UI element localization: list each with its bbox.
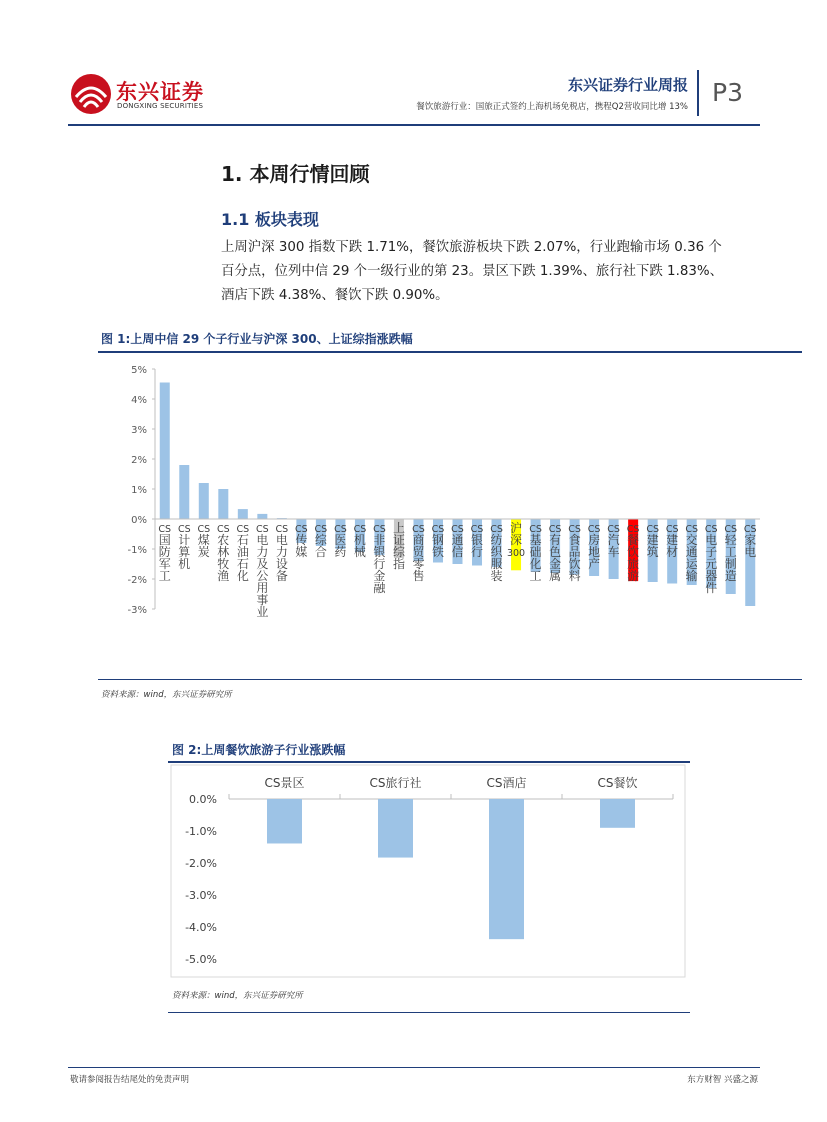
report-subtitle: 餐饮旅游行业：国旅正式签约上海机场免税店，携程Q2营收同比增 13% [416,102,688,112]
x-tick-label: CS 石油石化 [236,524,250,583]
header-rule [68,124,760,126]
x-tick-label: CS 非银行金融 [373,524,386,595]
x-tick-label: CS 医药 [334,524,347,559]
header-divider [697,70,699,116]
bar [600,799,635,828]
report-name: 东兴证券行业周报 [567,76,688,94]
figure2-title: 图 2:上周餐饮旅游子行业涨跌幅 [172,743,346,757]
y-tick-label: 0% [131,515,147,526]
x-tick-label: CS 交通运输 [685,524,699,583]
figure2-bottom-rule [168,1012,690,1013]
paragraph-line: 酒店下跌 4.38%、餐饮下跌 0.90%。 [221,288,449,303]
x-tick-label: CS 商贸零售 [412,524,425,583]
x-tick-label: CS 房地产 [587,524,601,571]
y-tick-label: 1% [131,485,147,496]
x-tick-label: CS 银行 [470,524,484,559]
page-number: P3 [712,78,743,107]
y-tick-label: 0.0% [189,793,217,806]
x-tick-label: CS 汽车 [607,524,620,559]
x-tick-label: CS 食品饮料 [568,524,581,583]
x-tick-label: CS 机械 [353,524,367,559]
x-tick-label: CS 建筑 [646,524,659,559]
x-tick-label: CS景区 [264,776,305,790]
footer-rule [68,1067,760,1068]
x-tick-label: CS 基础化工 [529,524,542,583]
x-tick-label: CS 电力及公用事业 [256,524,269,619]
x-tick-label: CS 家电 [743,524,757,559]
x-tick-label: CS 电力设备 [275,524,289,583]
x-tick-label: CS 综合 [314,524,328,559]
figure2-top-rule [168,761,690,763]
y-tick-label: -2% [127,575,147,586]
figure1-title: 图 1:上周中信 29 个子行业与沪深 300、上证综指涨跌幅 [101,332,413,346]
y-tick-label: -1% [127,545,147,556]
x-tick-label: CS旅行社 [369,776,422,790]
y-tick-label: -2.0% [185,857,217,870]
bar [257,514,267,519]
x-tick-label: CS 农林牧渔 [216,524,230,583]
x-tick-label: CS 电子元器件 [704,524,718,595]
paragraph-line: 百分点，位列中信 29 个一级行业的第 23。景区下跌 1.39%、旅行社下跌 1.83%、 [221,264,723,279]
bar [218,489,228,519]
figure2-chart [170,764,686,984]
y-tick-label: 5% [131,365,147,376]
x-tick-label: CS 计算机 [177,524,191,571]
subsection-heading: 1.1 板块表现 [221,210,319,229]
x-tick-label: CS 建材 [665,524,679,559]
disclaimer-note: 敬请参阅报告结尾处的免责声明 [70,1075,190,1085]
x-tick-label: CS 钢铁 [431,524,445,559]
x-tick-label: CS 餐饮旅游 [626,524,640,583]
x-tick-label: CS 煤炭 [197,524,211,559]
figure1-chart [98,355,800,675]
y-tick-label: -3.0% [185,889,217,902]
footer-slogan: 东方财智 兴盛之源 [687,1075,758,1085]
bar [179,465,189,519]
y-tick-label: 2% [131,455,147,466]
x-tick-label: 沪深 300 [506,521,526,559]
y-tick-label: -4.0% [185,921,217,934]
paragraph-line: 上周沪深 300 指数下跌 1.71%，餐饮旅游板块下跌 2.07%，行业跑输市场 0.36 个 [221,240,722,255]
y-tick-label: 3% [131,425,147,436]
y-tick-label: -5.0% [185,953,217,966]
x-tick-label: CS 传媒 [295,524,308,559]
figure1-source: 资料来源：wind，东兴证券研究所 [101,690,232,700]
bar [238,509,248,519]
logo-text: 东兴证券 [116,80,204,104]
bar [378,799,413,858]
x-tick-label: CS酒店 [486,776,527,790]
logo-icon [70,73,112,115]
y-tick-label: -1.0% [185,825,217,838]
figure1-bottom-rule [98,679,802,680]
logo-subtext: DONGXING SECURITIES [117,102,204,110]
x-tick-label: 上证综指 [392,521,405,571]
x-tick-label: CS 轻工制造 [724,524,738,583]
x-tick-label: CS 纺织服装 [490,524,503,583]
x-tick-label: CS 通信 [451,524,464,559]
x-tick-label: CS 有色金属 [548,524,562,583]
y-tick-label: 4% [131,395,147,406]
bar [267,799,302,843]
section-heading: 1. 本周行情回顾 [221,162,370,186]
chart-frame [171,765,685,977]
x-tick-label: CS 国防军工 [158,524,172,583]
figure2-source: 资料来源：wind，东兴证券研究所 [172,991,303,1001]
x-tick-label: CS餐饮 [597,776,638,790]
figure1-top-rule [98,351,802,353]
bar [489,799,524,939]
bar [199,483,209,519]
bar [160,383,170,520]
y-tick-label: -3% [127,605,147,616]
